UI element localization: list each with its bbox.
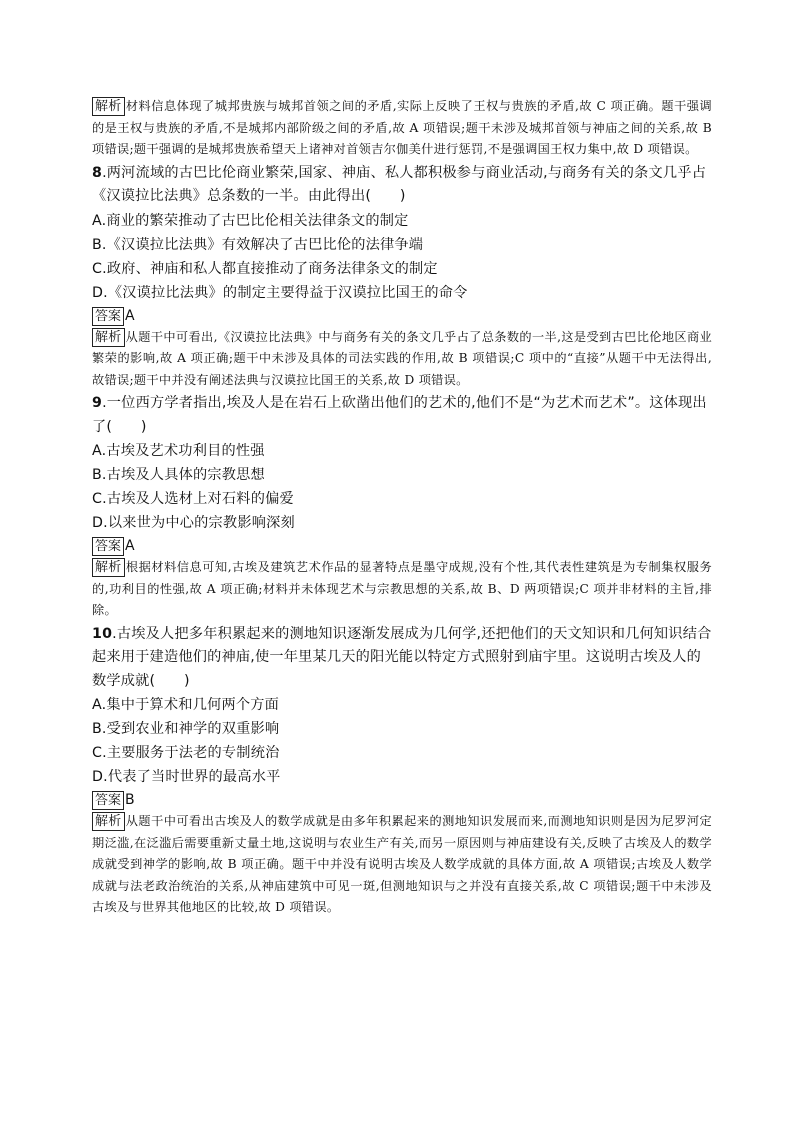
question-stem <box>92 162 712 209</box>
question-text: .古埃及人把多年积累起来的测地知识逐渐发展成为几何学,还把他们的天文知识和几何知识结合起来用于建造他们的神庙,使一年里某几天的阳光能以特定方式照射到庙宇里。这说明古埃及人的数学成就( ) <box>92 625 712 689</box>
question-9 <box>92 392 712 622</box>
question-number: 8 <box>92 164 103 181</box>
explanation-text: 从题干中可看出,《汉谟拉比法典》中与商务有关的条文几乎占了总条数的一半,这是受到古巴比伦地区商业繁荣的影响,故 A 项正确;题干中未涉及具体的司法实践的作用,故 B 项错误;C 项中的“直接”从题干中无法得出,故错误;题干中并没有阐述法典与汉谟拉比国王的关系,故 D 项错误。 <box>92 329 712 387</box>
option-c: C.古埃及人选材上对石料的偏爱 <box>92 491 294 507</box>
question-text: .一位西方学者指出,埃及人是在岩石上砍凿出他们的艺术的,他们不是“为艺术而艺术”。这体现出了( ) <box>92 395 707 435</box>
question-text: .两河流域的古巴比伦商业繁荣,国家、神庙、私人都积极参与商业活动,与商务有关的条文几乎占《汉谟拉比法典》总条数的一半。由此得出( ) <box>92 164 707 204</box>
answer-value: B <box>125 792 135 808</box>
option-a: A.古埃及艺术功利目的性强 <box>92 443 265 459</box>
option-d: D.以来世为中心的宗教影响深刻 <box>92 515 295 531</box>
answer-tag: 答案 <box>92 791 124 810</box>
question-8 <box>92 162 712 392</box>
answer-line <box>92 535 712 557</box>
answer-tag: 答案 <box>92 537 124 556</box>
answer-tag: 答案 <box>92 307 124 326</box>
answer-line <box>92 305 712 327</box>
answer-line <box>92 789 712 811</box>
question-stem <box>92 623 712 694</box>
answer-value: A <box>125 307 135 324</box>
explanation-text: 材料信息体现了城邦贵族与城邦首领之间的矛盾,实际上反映了王权与贵族的矛盾,故 C 项正确。题干强调的是王权与贵族的矛盾,不是城邦内部阶级之间的矛盾,故 A 项错误;题干未涉及城邦首领与神庙之间的关系,故 B 项错误;题干强调的是城邦贵族希望天上诸神对首领吉尔伽美什进行惩罚,不是强调国王权力集中,故 D 项错误。 <box>92 99 712 156</box>
option-d: D.代表了当时世界的最高水平 <box>92 769 281 785</box>
question-stem <box>92 392 712 439</box>
explanation-q7 <box>92 96 712 161</box>
option-b: B.古埃及人具体的宗教思想 <box>92 467 265 483</box>
explanation-tag: 解析 <box>92 97 125 116</box>
question-number: 10 <box>92 625 113 642</box>
option-c: C.政府、神庙和私人都直接推动了商务法律条文的制定 <box>92 260 438 277</box>
explanation <box>92 557 712 622</box>
answer-value: A <box>125 538 135 554</box>
explanation-text: 从题干中可看出古埃及人的数学成就是由多年积累起来的测地知识发展而来,而测地知识则是因为尼罗河定期泛滥,在泛滥后需要重新丈量土地,这说明与农业生产有关,而另一原因则与神庙建设有关,反映了古埃及人的数学成就受到神学的影响,故 B 项正确。题干中并没有说明古埃及人数学成就的具体方面,故 A 项错误;古埃及人数学成就与法老政治统治的关系,从神庙建筑中可见一斑,但测地知识与之并没有直接关系,故 C 项错误;题干中未涉及古埃及与世界其他地区的比较,故 D 项错误。 <box>92 814 712 914</box>
option-a: A.集中于算术和几何两个方面 <box>92 697 280 713</box>
explanation-tag: 解析 <box>92 812 125 831</box>
explanation-tag: 解析 <box>92 558 125 577</box>
explanation-text: 根据材料信息可知,古埃及建筑艺术作品的显著特点是墨守成规,没有个性,其代表性建筑是为专制集权服务的,功利目的性强,故 A 项正确;材料并未体现艺术与宗教思想的关系,故 B、D 两项错误;C 项并非材料的主旨,排除。 <box>92 560 712 617</box>
explanation <box>92 811 712 919</box>
document-page <box>92 96 712 920</box>
option-b: B.《汉谟拉比法典》有效解决了古巴比伦的法律争端 <box>92 236 424 253</box>
explanation-tag: 解析 <box>92 328 125 347</box>
option-a: A.商业的繁荣推动了古巴比伦相关法律条文的制定 <box>92 212 409 229</box>
question-10 <box>92 623 712 919</box>
option-b: B.受到农业和神学的双重影响 <box>92 721 280 737</box>
option-c: C.主要服务于法老的专制统治 <box>92 745 280 761</box>
explanation <box>92 327 712 392</box>
option-d: D.《汉谟拉比法典》的制定主要得益于汉谟拉比国王的命令 <box>92 284 468 301</box>
question-number: 9 <box>92 395 103 411</box>
